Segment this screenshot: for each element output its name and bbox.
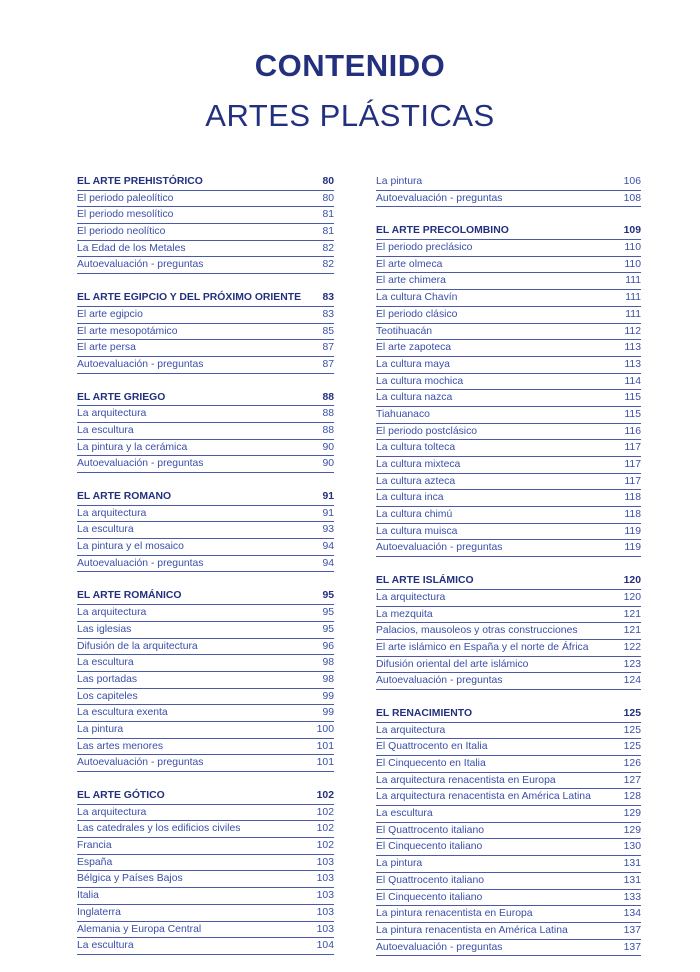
toc-entry-label: El arte zapoteca [376, 342, 452, 354]
toc-entry [77, 357, 334, 374]
toc-page-number: 128 [623, 791, 641, 803]
toc-entry-label: La mezquita [376, 608, 433, 620]
toc-page-number: 96 [322, 640, 334, 652]
toc-page-number: 103 [316, 856, 334, 868]
toc-entry-label: La pintura [77, 723, 124, 735]
toc-entry-label: La cultura maya [376, 358, 450, 370]
toc-section [77, 588, 334, 772]
toc-page-number: 119 [624, 525, 641, 537]
toc-entry [376, 607, 641, 624]
toc-entry-label: El arte persa [77, 342, 136, 354]
toc-entry [77, 207, 334, 224]
toc-entry [77, 340, 334, 357]
toc-entry [77, 655, 334, 672]
toc-entry [376, 773, 641, 790]
toc-entry [376, 540, 641, 557]
toc-entry-label: La cultura chimú [376, 509, 453, 521]
toc-entry-label: Las portadas [77, 673, 138, 685]
toc-entry-label: La arquitectura [77, 806, 147, 818]
toc-entry-label: Bélgica y Países Bajos [77, 873, 183, 885]
toc-entry [77, 406, 334, 423]
toc-entry-label: Autoevaluación - preguntas [376, 192, 503, 204]
toc-entry [77, 423, 334, 440]
toc-entry-label: Palacios, mausoleos y otras construcciones [376, 625, 578, 637]
toc-page-number: 118 [624, 492, 641, 504]
toc-section [77, 290, 334, 373]
toc-entry-label: Francia [77, 840, 112, 852]
toc-entry [77, 622, 334, 639]
toc-entry [77, 605, 334, 622]
toc-entry-label: La cultura nazca [376, 392, 453, 404]
toc-entry-label: Tiahuanaco [376, 408, 430, 420]
toc-entry-label: La escultura [77, 424, 134, 436]
toc-page-number: 101 [316, 757, 334, 769]
toc-page-number: 111 [625, 275, 641, 287]
toc-entry [77, 539, 334, 556]
toc-entry-label: La pintura [376, 858, 423, 870]
toc-page-number: 108 [623, 192, 641, 204]
toc-entry [376, 856, 641, 873]
toc-entry [376, 739, 641, 756]
toc-entry-label: El Cinquecento en Italia [376, 758, 486, 769]
toc-entry [376, 191, 641, 208]
toc-page-number: 103 [316, 873, 334, 885]
toc-entry [77, 456, 334, 473]
toc-page-number: 117 [624, 442, 641, 454]
toc-entry-label: La pintura [376, 176, 423, 187]
toc-entry-label: Difusión oriental del arte islámico [376, 658, 529, 670]
toc-entry [376, 823, 641, 840]
toc-page-number: 98 [322, 673, 334, 685]
toc-entry-label: Autoevaluación - preguntas [376, 542, 503, 554]
toc-section [376, 706, 641, 956]
toc-entry [376, 923, 641, 940]
toc-entry-label: Autoevaluación - preguntas [77, 557, 204, 569]
toc-page-number: 81 [322, 226, 334, 238]
toc-page-number: 100 [316, 723, 334, 735]
toc-page-number: 117 [624, 459, 641, 470]
toc-page-number: 88 [322, 391, 334, 403]
toc-entry-label: El Quattrocento en Italia [376, 741, 488, 753]
toc-entry-label: La arquitectura [376, 591, 446, 603]
toc-page-number: 93 [322, 524, 334, 536]
toc-section [77, 174, 334, 274]
toc-section-heading [376, 706, 641, 723]
toc-entry [77, 307, 334, 324]
page-title: CONTENIDO [254, 48, 446, 83]
toc-entry-label: La pintura y el mosaico [77, 541, 184, 553]
toc-entry [376, 640, 641, 657]
toc-page-number: 88 [322, 408, 334, 420]
toc-entry [376, 440, 641, 457]
toc-entry [77, 871, 334, 888]
toc-page-number: 99 [322, 690, 334, 702]
toc-entry [77, 722, 334, 739]
toc-entry-label: El arte islámico en España y el norte de África [376, 641, 589, 653]
toc-entry [376, 340, 641, 357]
toc-entry [77, 506, 334, 523]
page-subtitle: ARTES PLÁSTICAS [205, 98, 495, 133]
toc-page-number: 130 [623, 841, 641, 853]
toc-entry [376, 374, 641, 391]
toc-entry [376, 457, 641, 474]
toc-page-number: 120 [623, 575, 641, 587]
toc-entry [376, 424, 641, 441]
toc-page-number: 133 [623, 891, 641, 903]
toc-entry-label: El periodo postclásico [376, 425, 478, 437]
toc-entry-label: La cultura inca [376, 492, 444, 504]
toc-entry-label: Las artes menores [77, 740, 164, 752]
toc-page-number: 102 [316, 840, 334, 852]
toc-entry [77, 639, 334, 656]
toc-page-number: 114 [624, 375, 641, 387]
toc-section [376, 174, 641, 207]
toc-entry [376, 390, 641, 407]
toc-heading-label: EL ARTE ROMANO [77, 491, 172, 502]
toc-page-number: 82 [322, 242, 334, 254]
toc-page-number: 102 [316, 806, 334, 818]
toc-page-number: 101 [316, 740, 334, 752]
toc-entry [77, 522, 334, 539]
toc-page-number: 129 [623, 824, 641, 836]
toc-page-number: 90 [322, 441, 334, 453]
toc-entry-label: La cultura azteca [376, 475, 456, 487]
toc-entry-label: El arte chimera [376, 275, 446, 287]
toc-section-heading [77, 588, 334, 605]
toc-entry-label: La arquitectura [77, 507, 147, 519]
toc-entry [376, 723, 641, 740]
toc-page-number: 121 [623, 625, 641, 637]
toc-page-number: 116 [624, 425, 641, 437]
toc-entry-label: El arte mesopotámico [77, 325, 178, 337]
toc-entry-label: El Cinquecento italiano [376, 891, 483, 903]
toc-page-number: 81 [322, 209, 334, 221]
toc-page-number: 117 [624, 475, 641, 487]
toc-entry-label: El Quattrocento italiano [376, 824, 485, 836]
toc-section-heading [77, 174, 334, 191]
toc-entry [77, 755, 334, 772]
toc-entry-label: Difusión de la arquitectura [77, 640, 198, 652]
toc-entry-label: La arquitectura renacentista en Europa [376, 774, 556, 786]
toc-section-heading [77, 290, 334, 307]
toc-entry [376, 673, 641, 690]
toc-entry [376, 524, 641, 541]
toc-page-number: 103 [316, 906, 334, 918]
toc-entry [77, 257, 334, 274]
toc-section-heading [77, 788, 334, 805]
toc-section-heading [376, 223, 641, 240]
toc-page-number: 103 [316, 923, 334, 935]
toc-heading-label: EL ARTE PRECOLOMBINO [376, 225, 509, 237]
toc-entry [376, 257, 641, 274]
toc-entry [376, 839, 641, 856]
toc-entry [376, 357, 641, 374]
toc-section [77, 390, 334, 473]
toc-page-number: 98 [322, 657, 334, 669]
toc-heading-label: EL ARTE GRIEGO [77, 391, 166, 403]
toc-entry-label: La cultura muisca [376, 525, 458, 537]
toc-entry-label: La cultura tolteca [376, 442, 456, 454]
toc-entry-label: La cultura mochica [376, 375, 464, 387]
toc-entry-label: El arte olmeca [376, 258, 443, 270]
toc-entry [376, 873, 641, 890]
toc-entry [376, 890, 641, 907]
toc-entry [77, 805, 334, 822]
toc-page-number: 123 [623, 658, 641, 670]
toc-entry-label: La escultura exenta [77, 707, 168, 719]
toc-page-number: 113 [624, 358, 641, 370]
toc-entry [376, 407, 641, 424]
toc-entry [77, 838, 334, 855]
toc-heading-label: EL ARTE GÓTICO [77, 790, 165, 801]
toc-entry-label: Autoevaluación - preguntas [77, 358, 204, 370]
toc-page-number: 109 [623, 225, 641, 237]
toc-entry-label: Las catedrales y los edificios civiles [77, 823, 241, 835]
toc-entry-label: Inglaterra [77, 906, 121, 918]
toc-entry-label: La Edad de los Metales [77, 242, 186, 254]
toc-page-number: 110 [624, 258, 641, 270]
toc-entry [376, 507, 641, 524]
toc-entry [376, 590, 641, 607]
toc-section [376, 573, 641, 690]
toc-entry [376, 290, 641, 307]
toc-section [376, 223, 641, 557]
toc-entry [376, 657, 641, 674]
toc-page-number: 129 [623, 808, 641, 820]
toc-entry-label: El periodo preclásico [376, 242, 473, 254]
toc-page-number: 83 [322, 292, 334, 304]
toc-section [77, 489, 334, 572]
toc-page-number: 87 [322, 342, 334, 354]
toc-page-number: 115 [624, 408, 641, 420]
toc-entry-label: Los capiteles [77, 690, 138, 702]
toc-entry-label: El periodo clásico [376, 308, 458, 320]
toc-left-column [77, 174, 334, 971]
toc-page-number: 94 [322, 557, 334, 569]
toc-page-number: 112 [624, 325, 641, 337]
toc-entry [376, 806, 641, 823]
toc-entry [77, 672, 334, 689]
toc-heading-label: EL ARTE ROMÁNICO [77, 590, 182, 602]
toc-page-number: 115 [624, 392, 641, 404]
toc-entry-label: La escultura [77, 524, 134, 536]
toc-page-number: 91 [322, 507, 334, 519]
toc-entry [376, 940, 641, 957]
toc-section-heading [77, 489, 334, 506]
toc-entry [77, 739, 334, 756]
toc-entry [376, 474, 641, 491]
toc-entry-label: El arte egipcio [77, 308, 143, 320]
toc-entry [376, 623, 641, 640]
toc-page-number: 95 [322, 607, 334, 619]
toc-entry-label: El Cinquecento italiano [376, 841, 483, 853]
toc-page-number: 83 [322, 308, 334, 320]
toc-entry [376, 906, 641, 923]
toc-entry-label: La cultura Chavín [376, 292, 458, 304]
toc-entry-label: Alemania y Europa Central [77, 923, 202, 935]
toc-entry-label: La pintura y la cerámica [77, 441, 188, 453]
toc-page-number: 91 [322, 491, 334, 502]
toc-page-number: 80 [322, 176, 334, 187]
toc-page-number: 82 [322, 259, 334, 271]
toc-page-number: 111 [625, 308, 641, 320]
toc-entry [376, 240, 641, 257]
toc-entry [77, 855, 334, 872]
toc-entry [77, 224, 334, 241]
toc-entry-label: La cultura mixteca [376, 459, 461, 470]
toc-entry-label: La escultura [77, 940, 134, 952]
toc-entry [77, 705, 334, 722]
toc-page-number: 120 [623, 591, 641, 603]
toc-entry-label: El periodo neolítico [77, 226, 166, 238]
toc-right-column [376, 174, 641, 972]
toc-entry-label: La arquitectura renacentista en América Latina [376, 791, 591, 803]
toc-entry [77, 440, 334, 457]
toc-page-number: 124 [623, 675, 641, 687]
toc-page-number: 110 [624, 242, 641, 254]
toc-page-number: 103 [316, 890, 334, 902]
toc-entry-label: Teotihuacán [376, 325, 433, 337]
toc-page-number: 87 [322, 358, 334, 370]
toc-entry-label: La pintura renacentista en América Latina [376, 924, 568, 936]
toc-page-number: 95 [322, 623, 334, 635]
toc-entry-label: El periodo mesolítico [77, 209, 174, 221]
toc-page-number: 90 [322, 458, 334, 470]
toc-page-number: 125 [623, 707, 641, 719]
toc-entry [376, 756, 641, 773]
toc-entry [376, 490, 641, 507]
toc-heading-label: EL RENACIMIENTO [376, 707, 473, 719]
toc-heading-label: EL ARTE PREHISTÓRICO [77, 176, 203, 187]
toc-entry [77, 324, 334, 341]
toc-entry-label: La arquitectura [77, 607, 147, 619]
toc-entry [376, 789, 641, 806]
toc-page-number: 113 [624, 342, 641, 354]
toc-page-number: 131 [623, 874, 641, 886]
toc-entry [77, 821, 334, 838]
toc-page-number: 104 [316, 940, 334, 952]
toc-entry [376, 273, 641, 290]
toc-page-number: 88 [322, 424, 334, 436]
toc-page-number: 134 [623, 908, 641, 920]
toc-entry-label: La arquitectura [376, 724, 446, 736]
toc-entry [77, 556, 334, 573]
toc-entry-label: España [77, 856, 113, 868]
toc-page-number: 122 [623, 641, 641, 653]
toc-entry-label: Autoevaluación - preguntas [376, 941, 503, 953]
toc-page-number: 118 [624, 509, 641, 521]
toc-page-number: 80 [322, 192, 334, 204]
toc-entry [77, 922, 334, 939]
toc-entry-label: Autoevaluación - preguntas [77, 757, 204, 769]
toc-page-number: 106 [623, 176, 641, 187]
toc-page-number: 125 [623, 741, 641, 753]
toc-page-number: 99 [322, 707, 334, 719]
toc-entry-label: Autoevaluación - preguntas [77, 259, 204, 271]
toc-page-number: 125 [623, 724, 641, 736]
toc-page-number: 119 [624, 542, 641, 554]
toc-page-number: 126 [623, 758, 641, 769]
toc-section-heading [376, 573, 641, 590]
toc-page-number: 137 [623, 924, 641, 936]
toc-entry [376, 307, 641, 324]
toc-entry-label: La escultura [376, 808, 433, 820]
toc-page-number: 111 [625, 292, 641, 304]
toc-entry-label: La escultura [77, 657, 134, 669]
toc-page-number: 102 [316, 823, 334, 835]
toc-entry-label: La arquitectura [77, 408, 147, 420]
toc-entry-label: La pintura renacentista en Europa [376, 908, 533, 920]
toc-heading-label: EL ARTE ISLÁMICO [376, 575, 474, 587]
toc-section [77, 788, 334, 955]
toc-page-number: 137 [623, 941, 641, 953]
toc-entry [77, 938, 334, 955]
toc-entry-label: Autoevaluación - preguntas [77, 458, 204, 470]
toc-entry-label: Italia [77, 890, 99, 902]
toc-entry-label: El periodo paleolítico [77, 192, 174, 204]
toc-page-number: 85 [322, 325, 334, 337]
toc-page-number: 121 [623, 608, 641, 620]
toc-entry [77, 191, 334, 208]
toc-section-heading [77, 390, 334, 407]
toc-entry [77, 689, 334, 706]
toc-entry-label: Autoevaluación - preguntas [376, 675, 503, 687]
toc-entry [376, 174, 641, 191]
toc-page-number: 94 [322, 541, 334, 553]
toc-entry [77, 241, 334, 258]
toc-entry [376, 324, 641, 341]
toc-heading-label: EL ARTE EGIPCIO Y DEL PRÓXIMO ORIENTE [77, 292, 302, 304]
toc-page-number: 95 [322, 590, 334, 602]
toc-entry-label: El Quattrocento italiano [376, 874, 485, 886]
toc-entry [77, 905, 334, 922]
toc-page-number: 131 [623, 858, 641, 870]
toc-entry-label: Las iglesias [77, 623, 132, 635]
toc-page-number: 102 [316, 790, 334, 801]
toc-entry [77, 888, 334, 905]
toc-page-number: 127 [623, 774, 641, 786]
